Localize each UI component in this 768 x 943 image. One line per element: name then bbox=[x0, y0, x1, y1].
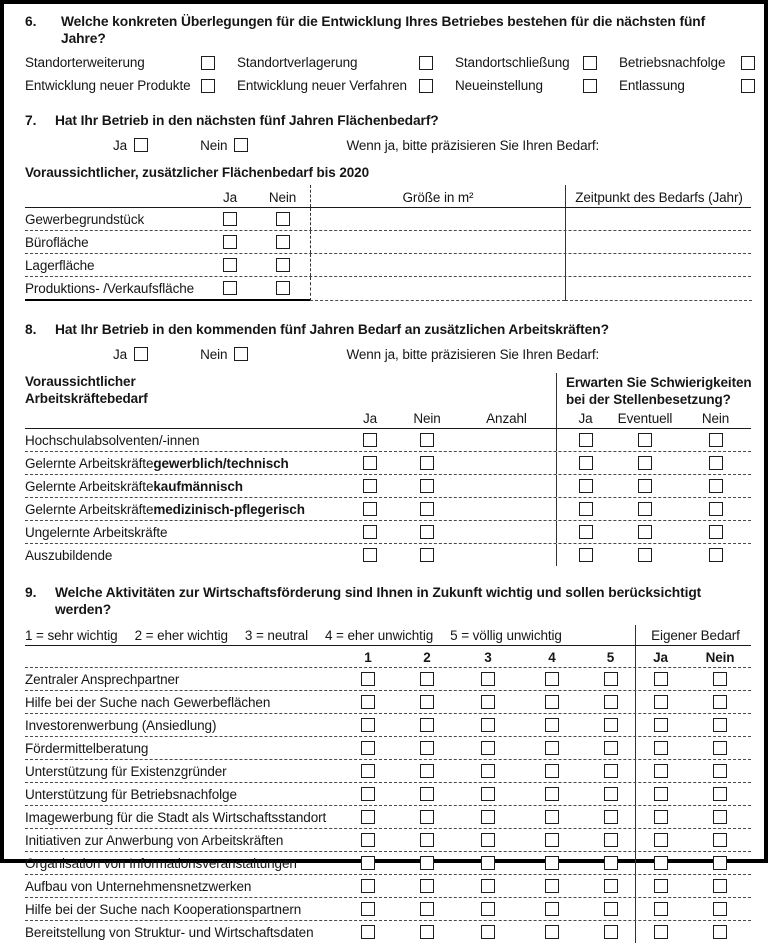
ja-checkbox[interactable] bbox=[579, 502, 593, 516]
ja-checkbox[interactable] bbox=[654, 925, 668, 939]
ja-checkbox[interactable] bbox=[363, 525, 377, 539]
q7-table-title: Voraussichtlicher, zusätzlicher Flächenbedarf bis 2020 bbox=[25, 165, 369, 180]
q8-col-nein2: Nein bbox=[701, 411, 730, 426]
nein-checkbox[interactable] bbox=[420, 502, 434, 516]
rating-2-checkbox[interactable] bbox=[420, 764, 434, 778]
q9-col-nein: Nein bbox=[705, 650, 735, 665]
q7-col-nein: Nein bbox=[268, 190, 297, 205]
q6-option bbox=[25, 54, 215, 71]
rating-2-checkbox[interactable] bbox=[420, 833, 434, 847]
q7-row-label: Lagerfläche bbox=[25, 257, 95, 273]
anzahl-input[interactable] bbox=[457, 429, 556, 451]
rating-2-checkbox[interactable] bbox=[420, 856, 434, 870]
nein-checkbox[interactable] bbox=[420, 548, 434, 562]
rating-4-checkbox[interactable] bbox=[545, 764, 559, 778]
nein-label: Nein bbox=[200, 137, 228, 153]
q9-table-row bbox=[25, 829, 751, 852]
q8-table-row bbox=[25, 429, 751, 452]
q7-table-header bbox=[25, 185, 751, 208]
q6-option-label: Entwicklung neuer Produkte bbox=[25, 78, 191, 93]
nein-checkbox[interactable] bbox=[420, 479, 434, 493]
q9-table-row bbox=[25, 852, 751, 875]
rating-3-checkbox[interactable] bbox=[481, 695, 495, 709]
zeitpunkt-input[interactable] bbox=[565, 277, 752, 301]
nein-checkbox[interactable] bbox=[234, 347, 248, 361]
nein-checkbox[interactable] bbox=[713, 902, 727, 916]
question-8-number: 8. bbox=[25, 322, 37, 337]
ja-checkbox[interactable] bbox=[363, 456, 377, 470]
rating-3-checkbox[interactable] bbox=[481, 672, 495, 686]
q7-table-row bbox=[25, 208, 751, 231]
question-8-title: Hat Ihr Betrieb in den kommenden fünf Jahren Bedarf an zusätzlichen Arbeitskräften? bbox=[55, 322, 609, 337]
q9-row-label: Bereitstellung von Struktur- und Wirtschaftsdaten bbox=[25, 924, 314, 940]
rating-5-checkbox[interactable] bbox=[604, 833, 618, 847]
rating-5-checkbox[interactable] bbox=[604, 764, 618, 778]
nein-checkbox[interactable] bbox=[709, 548, 723, 562]
q9-table-row bbox=[25, 921, 751, 943]
ja-checkbox[interactable] bbox=[654, 718, 668, 732]
nein-checkbox[interactable] bbox=[713, 810, 727, 824]
rating-4-checkbox[interactable] bbox=[545, 856, 559, 870]
q9-table-header bbox=[25, 646, 751, 668]
nein-checkbox[interactable] bbox=[709, 433, 723, 447]
ja-checkbox[interactable] bbox=[363, 433, 377, 447]
q8-table-row bbox=[25, 544, 751, 566]
rating-3-checkbox[interactable] bbox=[481, 879, 495, 893]
q9-row-label: Hilfe bei der Suche nach Kooperationspartnern bbox=[25, 901, 302, 917]
q9-table-row bbox=[25, 875, 751, 898]
q8-table-row bbox=[25, 521, 751, 544]
rating-1-checkbox[interactable] bbox=[361, 695, 375, 709]
question-9-heading bbox=[25, 584, 751, 618]
rating-1-checkbox[interactable] bbox=[361, 810, 375, 824]
eventuell-checkbox[interactable] bbox=[638, 456, 652, 470]
q7-col-groesse: Größe in m² bbox=[310, 185, 565, 207]
nein-checkbox[interactable] bbox=[713, 833, 727, 847]
nein-label: Nein bbox=[200, 346, 228, 362]
q6-option-label: Entwicklung neuer Verfahren bbox=[237, 78, 407, 93]
eventuell-checkbox[interactable] bbox=[638, 479, 652, 493]
question-6-number: 6. bbox=[25, 14, 37, 29]
q9-col-ja: Ja bbox=[635, 646, 685, 667]
rating-3-checkbox[interactable] bbox=[481, 718, 495, 732]
ja-checkbox[interactable] bbox=[654, 810, 668, 824]
nein-checkbox[interactable] bbox=[713, 856, 727, 870]
ja-checkbox[interactable] bbox=[579, 456, 593, 470]
rating-4-checkbox[interactable] bbox=[545, 810, 559, 824]
question-8-heading bbox=[25, 321, 751, 338]
q6-option-checkbox[interactable] bbox=[741, 56, 755, 70]
q7-table-row bbox=[25, 277, 751, 301]
q8-table bbox=[25, 373, 751, 566]
q8-right-header: Erwarten Sie Schwierigkeiten bei der Stellenbesetzung? bbox=[556, 373, 755, 408]
q7-table-row bbox=[25, 231, 751, 254]
q9-rating-legend: 1 = sehr wichtig 2 = eher wichtig 3 = neutral 4 = eher unwichtig 5 = völlig unwichtig bbox=[25, 627, 562, 643]
ja-checkbox[interactable] bbox=[654, 833, 668, 847]
rating-5-checkbox[interactable] bbox=[604, 879, 618, 893]
rating-4-checkbox[interactable] bbox=[545, 787, 559, 801]
q6-option-checkbox[interactable] bbox=[583, 79, 597, 93]
q9-row-label: Unterstützung für Existenzgründer bbox=[25, 763, 227, 779]
nein-checkbox[interactable] bbox=[276, 235, 290, 249]
q9-table-row bbox=[25, 806, 751, 829]
nein-checkbox[interactable] bbox=[276, 212, 290, 226]
nein-checkbox[interactable] bbox=[713, 787, 727, 801]
q6-option bbox=[25, 77, 215, 94]
q9-row-label: Fördermittelberatung bbox=[25, 740, 149, 756]
ja-checkbox[interactable] bbox=[223, 235, 237, 249]
q9-legend-row bbox=[25, 625, 751, 646]
q8-table-header-top bbox=[25, 373, 751, 408]
q9-eigener-bedarf-label: Eigener Bedarf bbox=[635, 625, 755, 645]
q6-option bbox=[455, 77, 597, 94]
rating-4-checkbox[interactable] bbox=[545, 879, 559, 893]
zeitpunkt-input[interactable] bbox=[565, 231, 752, 253]
zeitpunkt-input[interactable] bbox=[565, 254, 752, 276]
rating-3-checkbox[interactable] bbox=[481, 833, 495, 847]
question-7-number: 7. bbox=[25, 113, 37, 128]
q9-table-row bbox=[25, 760, 751, 783]
q9-table-row bbox=[25, 668, 751, 691]
q6-option-label: Standortschließung bbox=[455, 55, 570, 70]
ja-checkbox[interactable] bbox=[579, 433, 593, 447]
nein-checkbox[interactable] bbox=[713, 718, 727, 732]
ja-checkbox[interactable] bbox=[363, 479, 377, 493]
rating-2-checkbox[interactable] bbox=[420, 695, 434, 709]
q6-option-label: Standortverlagerung bbox=[237, 55, 358, 70]
rating-1-checkbox[interactable] bbox=[361, 856, 375, 870]
rating-5-checkbox[interactable] bbox=[604, 695, 618, 709]
q8-col-ja: Ja bbox=[362, 411, 378, 426]
rating-1-checkbox[interactable] bbox=[361, 787, 375, 801]
eventuell-checkbox[interactable] bbox=[638, 525, 652, 539]
question-7-title: Hat Ihr Betrieb in den nächsten fünf Jahren Flächenbedarf? bbox=[55, 113, 439, 128]
anzahl-input[interactable] bbox=[457, 452, 556, 474]
rating-4-checkbox[interactable] bbox=[545, 902, 559, 916]
q8-row-label: Gelernte Arbeitskräfte gewerblich/technisch bbox=[25, 455, 289, 471]
q6-option-label: Entlassung bbox=[619, 78, 685, 93]
q9-table bbox=[25, 625, 751, 943]
q6-option-label: Betriebsnachfolge bbox=[619, 55, 726, 70]
nein-checkbox[interactable] bbox=[713, 741, 727, 755]
rating-4-checkbox[interactable] bbox=[545, 672, 559, 686]
q7-table bbox=[25, 185, 751, 301]
q6-option-checkbox[interactable] bbox=[741, 79, 755, 93]
ja-checkbox[interactable] bbox=[223, 212, 237, 226]
wenn-ja-hint: Wenn ja, bitte präzisieren Sie Ihren Bedarf: bbox=[346, 346, 600, 362]
rating-5-checkbox[interactable] bbox=[604, 787, 618, 801]
ja-checkbox[interactable] bbox=[654, 879, 668, 893]
rating-4-checkbox[interactable] bbox=[545, 741, 559, 755]
q9-col-1: 1 bbox=[364, 650, 372, 665]
rating-4-checkbox[interactable] bbox=[545, 718, 559, 732]
nein-checkbox[interactable] bbox=[713, 879, 727, 893]
rating-4-checkbox[interactable] bbox=[545, 695, 559, 709]
q8-table-row bbox=[25, 475, 751, 498]
rating-4-checkbox[interactable] bbox=[545, 925, 559, 939]
question-7-heading bbox=[25, 112, 751, 129]
question-7-ja-nein-line bbox=[25, 136, 751, 154]
q8-left-header: Voraussichtlicher Arbeitskräftebedarf bbox=[25, 374, 148, 406]
rating-2-checkbox[interactable] bbox=[420, 879, 434, 893]
ja-checkbox[interactable] bbox=[579, 525, 593, 539]
rating-2-checkbox[interactable] bbox=[420, 787, 434, 801]
rating-2-checkbox[interactable] bbox=[420, 672, 434, 686]
eventuell-checkbox[interactable] bbox=[638, 433, 652, 447]
q6-option-label: Neueinstellung bbox=[455, 78, 543, 93]
q8-row-label: Auszubildende bbox=[25, 547, 113, 563]
nein-checkbox[interactable] bbox=[420, 433, 434, 447]
nein-checkbox[interactable] bbox=[420, 456, 434, 470]
q9-table-row bbox=[25, 714, 751, 737]
q8-table-row bbox=[25, 498, 751, 521]
ja-checkbox[interactable] bbox=[654, 672, 668, 686]
q9-row-label: Initiativen zur Anwerbung von Arbeitskräften bbox=[25, 832, 284, 848]
nein-checkbox[interactable] bbox=[709, 479, 723, 493]
nein-checkbox[interactable] bbox=[234, 138, 248, 152]
rating-1-checkbox[interactable] bbox=[361, 672, 375, 686]
rating-3-checkbox[interactable] bbox=[481, 764, 495, 778]
q6-option bbox=[455, 54, 597, 71]
q9-table-row bbox=[25, 783, 751, 806]
eventuell-checkbox[interactable] bbox=[638, 548, 652, 562]
rating-1-checkbox[interactable] bbox=[361, 902, 375, 916]
ja-checkbox[interactable] bbox=[579, 479, 593, 493]
anzahl-input[interactable] bbox=[457, 521, 556, 543]
q9-table-row bbox=[25, 898, 751, 921]
rating-5-checkbox[interactable] bbox=[604, 741, 618, 755]
question-6-title: Welche konkreten Überlegungen für die Entwicklung Ihres Betriebes bestehen für die nächsten fünf Jahre? bbox=[61, 14, 706, 46]
rating-5-checkbox[interactable] bbox=[604, 810, 618, 824]
q8-col-nein: Nein bbox=[413, 411, 441, 426]
eventuell-checkbox[interactable] bbox=[638, 502, 652, 516]
q9-row-label: Unterstützung für Betriebsnachfolge bbox=[25, 786, 237, 802]
q6-option-checkbox[interactable] bbox=[583, 56, 597, 70]
q9-row-label: Organisation von Informationsveranstaltungen bbox=[25, 855, 297, 871]
q9-col-2: 2 bbox=[423, 650, 431, 665]
rating-1-checkbox[interactable] bbox=[361, 833, 375, 847]
q7-col-zeitpunkt: Zeitpunkt des Bedarfs (Jahr) bbox=[565, 185, 752, 207]
question-6-heading bbox=[25, 13, 751, 47]
q9-col-4: 4 bbox=[548, 650, 556, 665]
groesse-input[interactable] bbox=[310, 208, 565, 230]
rating-2-checkbox[interactable] bbox=[420, 718, 434, 732]
rating-1-checkbox[interactable] bbox=[361, 741, 375, 755]
anzahl-input[interactable] bbox=[457, 544, 556, 566]
q8-col-eventuell: Eventuell bbox=[617, 411, 673, 426]
q7-row-label: Bürofläche bbox=[25, 234, 89, 250]
rating-1-checkbox[interactable] bbox=[361, 879, 375, 893]
q8-col-ja2: Ja bbox=[556, 408, 614, 428]
groesse-input[interactable] bbox=[310, 277, 565, 301]
question-6-options bbox=[25, 54, 751, 94]
ja-checkbox[interactable] bbox=[654, 787, 668, 801]
nein-checkbox[interactable] bbox=[713, 672, 727, 686]
rating-3-checkbox[interactable] bbox=[481, 787, 495, 801]
rating-2-checkbox[interactable] bbox=[420, 925, 434, 939]
anzahl-input[interactable] bbox=[457, 475, 556, 497]
q6-option bbox=[619, 77, 755, 94]
q9-row-label: Aufbau von Unternehmensnetzwerken bbox=[25, 878, 252, 894]
rating-3-checkbox[interactable] bbox=[481, 902, 495, 916]
ja-checkbox[interactable] bbox=[363, 502, 377, 516]
nein-checkbox[interactable] bbox=[709, 502, 723, 516]
rating-3-checkbox[interactable] bbox=[481, 810, 495, 824]
q8-row-label: Hochschulabsolventen/-innen bbox=[25, 432, 200, 448]
rating-4-checkbox[interactable] bbox=[545, 833, 559, 847]
nein-checkbox[interactable] bbox=[713, 695, 727, 709]
q8-row-label: Gelernte Arbeitskräfte medizinisch-pflegerisch bbox=[25, 501, 305, 517]
ja-checkbox[interactable] bbox=[134, 138, 148, 152]
zeitpunkt-input[interactable] bbox=[565, 208, 752, 230]
q9-col-5: 5 bbox=[606, 650, 615, 665]
wenn-ja-hint: Wenn ja, bitte präzisieren Sie Ihren Bedarf: bbox=[346, 137, 600, 153]
nein-checkbox[interactable] bbox=[713, 764, 727, 778]
nein-checkbox[interactable] bbox=[276, 258, 290, 272]
q6-option bbox=[619, 54, 755, 71]
rating-2-checkbox[interactable] bbox=[420, 902, 434, 916]
q6-option bbox=[237, 77, 433, 94]
rating-5-checkbox[interactable] bbox=[604, 902, 618, 916]
rating-5-checkbox[interactable] bbox=[604, 925, 618, 939]
groesse-input[interactable] bbox=[310, 231, 565, 253]
q7-table-row bbox=[25, 254, 751, 277]
q9-table-row bbox=[25, 691, 751, 714]
rating-3-checkbox[interactable] bbox=[481, 741, 495, 755]
rating-5-checkbox[interactable] bbox=[604, 672, 618, 686]
q9-row-label: Zentraler Ansprechpartner bbox=[25, 671, 180, 687]
ja-checkbox[interactable] bbox=[654, 695, 668, 709]
q8-row-label: Ungelernte Arbeitskräfte bbox=[25, 524, 168, 540]
rating-2-checkbox[interactable] bbox=[420, 741, 434, 755]
q8-table-subheader bbox=[25, 408, 751, 429]
ja-checkbox[interactable] bbox=[134, 347, 148, 361]
nein-checkbox[interactable] bbox=[420, 525, 434, 539]
nein-checkbox[interactable] bbox=[709, 525, 723, 539]
q9-row-label: Hilfe bei der Suche nach Gewerbeflächen bbox=[25, 694, 271, 710]
ja-checkbox[interactable] bbox=[654, 856, 668, 870]
ja-checkbox[interactable] bbox=[363, 548, 377, 562]
q9-col-3: 3 bbox=[484, 650, 492, 665]
ja-checkbox[interactable] bbox=[579, 548, 593, 562]
q8-row-label: Gelernte Arbeitskräfte kaufmännisch bbox=[25, 478, 243, 494]
ja-checkbox[interactable] bbox=[654, 741, 668, 755]
q9-table-row bbox=[25, 737, 751, 760]
q7-row-label: Produktions- /Verkaufsfläche bbox=[25, 277, 205, 301]
q6-option-label: Standorterweiterung bbox=[25, 55, 145, 70]
rating-5-checkbox[interactable] bbox=[604, 718, 618, 732]
ja-checkbox[interactable] bbox=[654, 764, 668, 778]
ja-checkbox[interactable] bbox=[223, 281, 237, 295]
rating-1-checkbox[interactable] bbox=[361, 764, 375, 778]
ja-label: Ja bbox=[113, 137, 128, 153]
nein-checkbox[interactable] bbox=[713, 925, 727, 939]
q9-row-label: Imagewerbung für die Stadt als Wirtschaftsstandort bbox=[25, 809, 327, 825]
q7-col-ja: Ja bbox=[222, 190, 238, 205]
q8-table-row bbox=[25, 452, 751, 475]
rating-1-checkbox[interactable] bbox=[361, 925, 375, 939]
q6-option bbox=[237, 54, 433, 71]
rating-2-checkbox[interactable] bbox=[420, 810, 434, 824]
q6-option-checkbox[interactable] bbox=[201, 79, 215, 93]
q6-option-checkbox[interactable] bbox=[419, 79, 433, 93]
rating-3-checkbox[interactable] bbox=[481, 856, 495, 870]
q6-option-checkbox[interactable] bbox=[201, 56, 215, 70]
ja-checkbox[interactable] bbox=[654, 902, 668, 916]
q7-row-label: Gewerbegrundstück bbox=[25, 211, 145, 227]
q8-col-anzahl: Anzahl bbox=[486, 411, 527, 426]
question-9-title: Welche Aktivitäten zur Wirtschaftsförderung sind Ihnen in Zukunft wichtig und sollen berücksichtigt werden? bbox=[55, 585, 702, 617]
anzahl-input[interactable] bbox=[457, 498, 556, 520]
nein-checkbox[interactable] bbox=[709, 456, 723, 470]
q9-row-label: Investorenwerbung (Ansiedlung) bbox=[25, 717, 217, 733]
rating-1-checkbox[interactable] bbox=[361, 718, 375, 732]
question-8-ja-nein-line bbox=[25, 345, 751, 363]
rating-3-checkbox[interactable] bbox=[481, 925, 495, 939]
nein-checkbox[interactable] bbox=[276, 281, 290, 295]
question-9-number: 9. bbox=[25, 585, 37, 600]
rating-5-checkbox[interactable] bbox=[604, 856, 618, 870]
ja-label: Ja bbox=[113, 346, 128, 362]
ja-checkbox[interactable] bbox=[223, 258, 237, 272]
q6-option-checkbox[interactable] bbox=[419, 56, 433, 70]
groesse-input[interactable] bbox=[310, 254, 565, 276]
